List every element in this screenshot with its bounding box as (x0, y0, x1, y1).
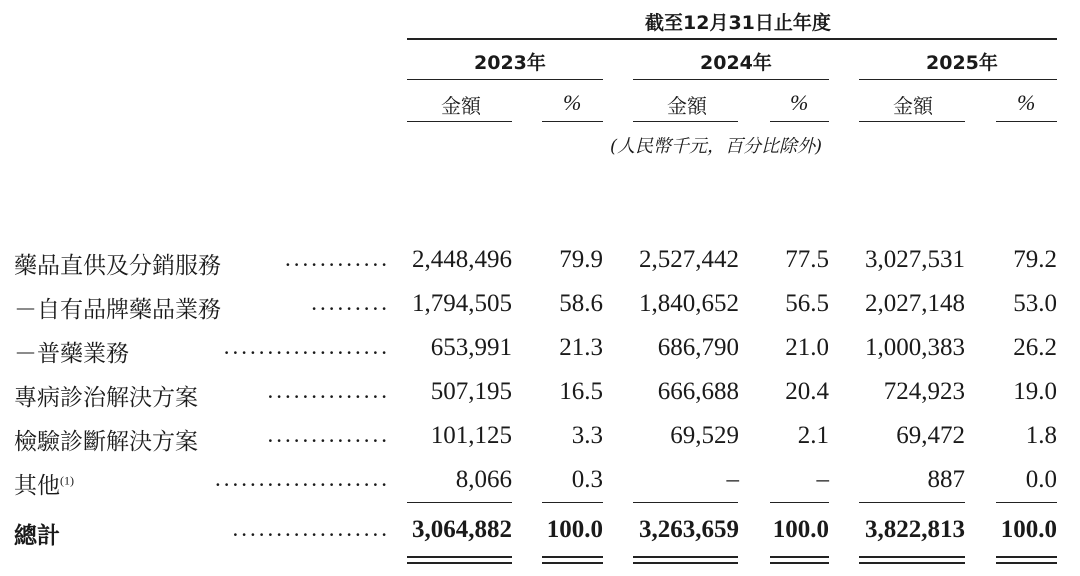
leader-dots: ......... (311, 290, 390, 315)
amount-cell: 1,794,505 (412, 290, 512, 317)
footnote-marker: (1) (60, 473, 74, 488)
percent-cell: – (816, 466, 829, 493)
row-label (14, 423, 198, 456)
amount-cell: 507,195 (430, 378, 512, 405)
percent-cell: 3.3 (571, 422, 603, 449)
period-header: 截至12月31日止年度 (645, 12, 831, 34)
subtotal-rule-percent-2024 (770, 502, 829, 503)
leader-dots: .............. (267, 422, 390, 447)
percent-cell: 79.9 (559, 246, 603, 273)
percent-cell: 100.0 (1000, 516, 1057, 543)
percent-cell: 1.8 (1025, 422, 1057, 449)
percent-cell: 19.0 (1013, 378, 1057, 405)
percent-cell: 58.6 (559, 290, 603, 317)
percent-cell: 79.2 (1013, 246, 1057, 273)
row-label (14, 335, 129, 368)
percent-rule-2024 (770, 121, 829, 122)
percent-cell: 53.0 (1013, 290, 1057, 317)
total-label (14, 517, 60, 550)
amount-cell: 1,840,652 (639, 290, 739, 317)
year-header-2023: 2023年 (474, 52, 546, 74)
percent-cell: 0.3 (571, 466, 603, 493)
percent-cell: 21.0 (785, 334, 829, 361)
percent-cell: 20.4 (785, 378, 829, 405)
year-header-2024: 2024年 (700, 52, 772, 74)
amount-cell: 686,790 (657, 334, 739, 361)
subtotal-rule-percent-2025 (996, 502, 1057, 503)
double-rule-segment (407, 556, 512, 558)
amount-cell: – (726, 466, 739, 493)
row-label-text: 專病診治解決方案 (14, 385, 198, 411)
row-label-text: 藥品直供及分銷服務 (14, 253, 221, 279)
double-rule-segment (770, 556, 829, 558)
subtotal-rule-amount-2025 (859, 502, 965, 503)
amount-cell: 2,027,148 (865, 290, 965, 317)
percent-cell: 77.5 (785, 246, 829, 273)
amount-cell: 3,064,882 (412, 516, 512, 543)
double-rule-segment (633, 562, 738, 564)
row-label-text: 檢驗診斷解決方案 (14, 429, 198, 455)
row-label (14, 247, 221, 280)
amount-rule-2023 (407, 121, 512, 122)
leader-dots: .................. (232, 516, 390, 541)
percent-label-2025: % (1017, 90, 1036, 115)
double-rule-segment (859, 562, 965, 564)
year-rule-2024 (633, 79, 829, 80)
double-rule-segment (996, 556, 1057, 558)
double-rule-segment (407, 562, 512, 564)
period-rule (407, 38, 1057, 40)
year-header-2025: 2025年 (926, 52, 998, 74)
amount-cell: 666,688 (657, 378, 739, 405)
percent-rule-2025 (996, 121, 1057, 122)
row-label-text: －自有品牌藥品業務 (14, 297, 221, 323)
amount-cell: 653,991 (430, 334, 512, 361)
row-label-text: －普藥業務 (14, 341, 129, 367)
amount-cell: 69,529 (670, 422, 739, 449)
double-rule-segment (770, 562, 829, 564)
amount-cell: 101,125 (430, 422, 512, 449)
amount-cell: 3,822,813 (865, 516, 965, 543)
row-label-text: 其他 (14, 473, 60, 499)
amount-cell: 8,066 (455, 466, 512, 493)
subtotal-rule-amount-2023 (407, 502, 512, 503)
subtotal-rule-percent-2023 (542, 502, 603, 503)
percent-rule-2023 (542, 121, 603, 122)
amount-cell: 3,027,531 (865, 246, 965, 273)
percent-label-2023: % (563, 90, 582, 115)
row-label-text: 總計 (14, 523, 60, 549)
amount-cell: 2,527,442 (639, 246, 739, 273)
double-rule-segment (542, 562, 603, 564)
percent-cell: 100.0 (772, 516, 829, 543)
leader-dots: ................... (223, 334, 390, 359)
percent-cell: 26.2 (1013, 334, 1057, 361)
amount-rule-2025 (859, 121, 965, 122)
double-rule-segment (542, 556, 603, 558)
amount-cell: 887 (927, 466, 965, 493)
double-rule-segment (859, 556, 965, 558)
double-rule-segment (996, 562, 1057, 564)
leader-dots: .............. (267, 378, 390, 403)
amount-cell: 724,923 (883, 378, 965, 405)
percent-cell: 100.0 (546, 516, 603, 543)
row-label (14, 379, 198, 412)
leader-dots: .................... (215, 466, 390, 491)
row-label (14, 291, 221, 324)
amount-cell: 1,000,383 (865, 334, 965, 361)
subtotal-rule-amount-2024 (633, 502, 738, 503)
percent-cell: 56.5 (785, 290, 829, 317)
amount-label-2024: 金額 (667, 94, 707, 118)
percent-cell: 21.3 (559, 334, 603, 361)
amount-label-2025: 金額 (893, 94, 933, 118)
leader-dots: ............ (285, 246, 390, 271)
row-label (14, 467, 74, 500)
year-rule-2023 (407, 79, 603, 80)
amount-cell: 3,263,659 (639, 516, 739, 543)
amount-cell: 69,472 (896, 422, 965, 449)
unit-note: (人民幣千元，百分比除外) (610, 136, 823, 157)
double-rule-segment (633, 556, 738, 558)
year-rule-2025 (859, 79, 1057, 80)
amount-label-2023: 金額 (441, 94, 481, 118)
percent-cell: 0.0 (1025, 466, 1057, 493)
percent-label-2024: % (790, 90, 809, 115)
amount-cell: 2,448,496 (412, 246, 512, 273)
percent-cell: 2.1 (797, 422, 829, 449)
percent-cell: 16.5 (559, 378, 603, 405)
amount-rule-2024 (633, 121, 738, 122)
